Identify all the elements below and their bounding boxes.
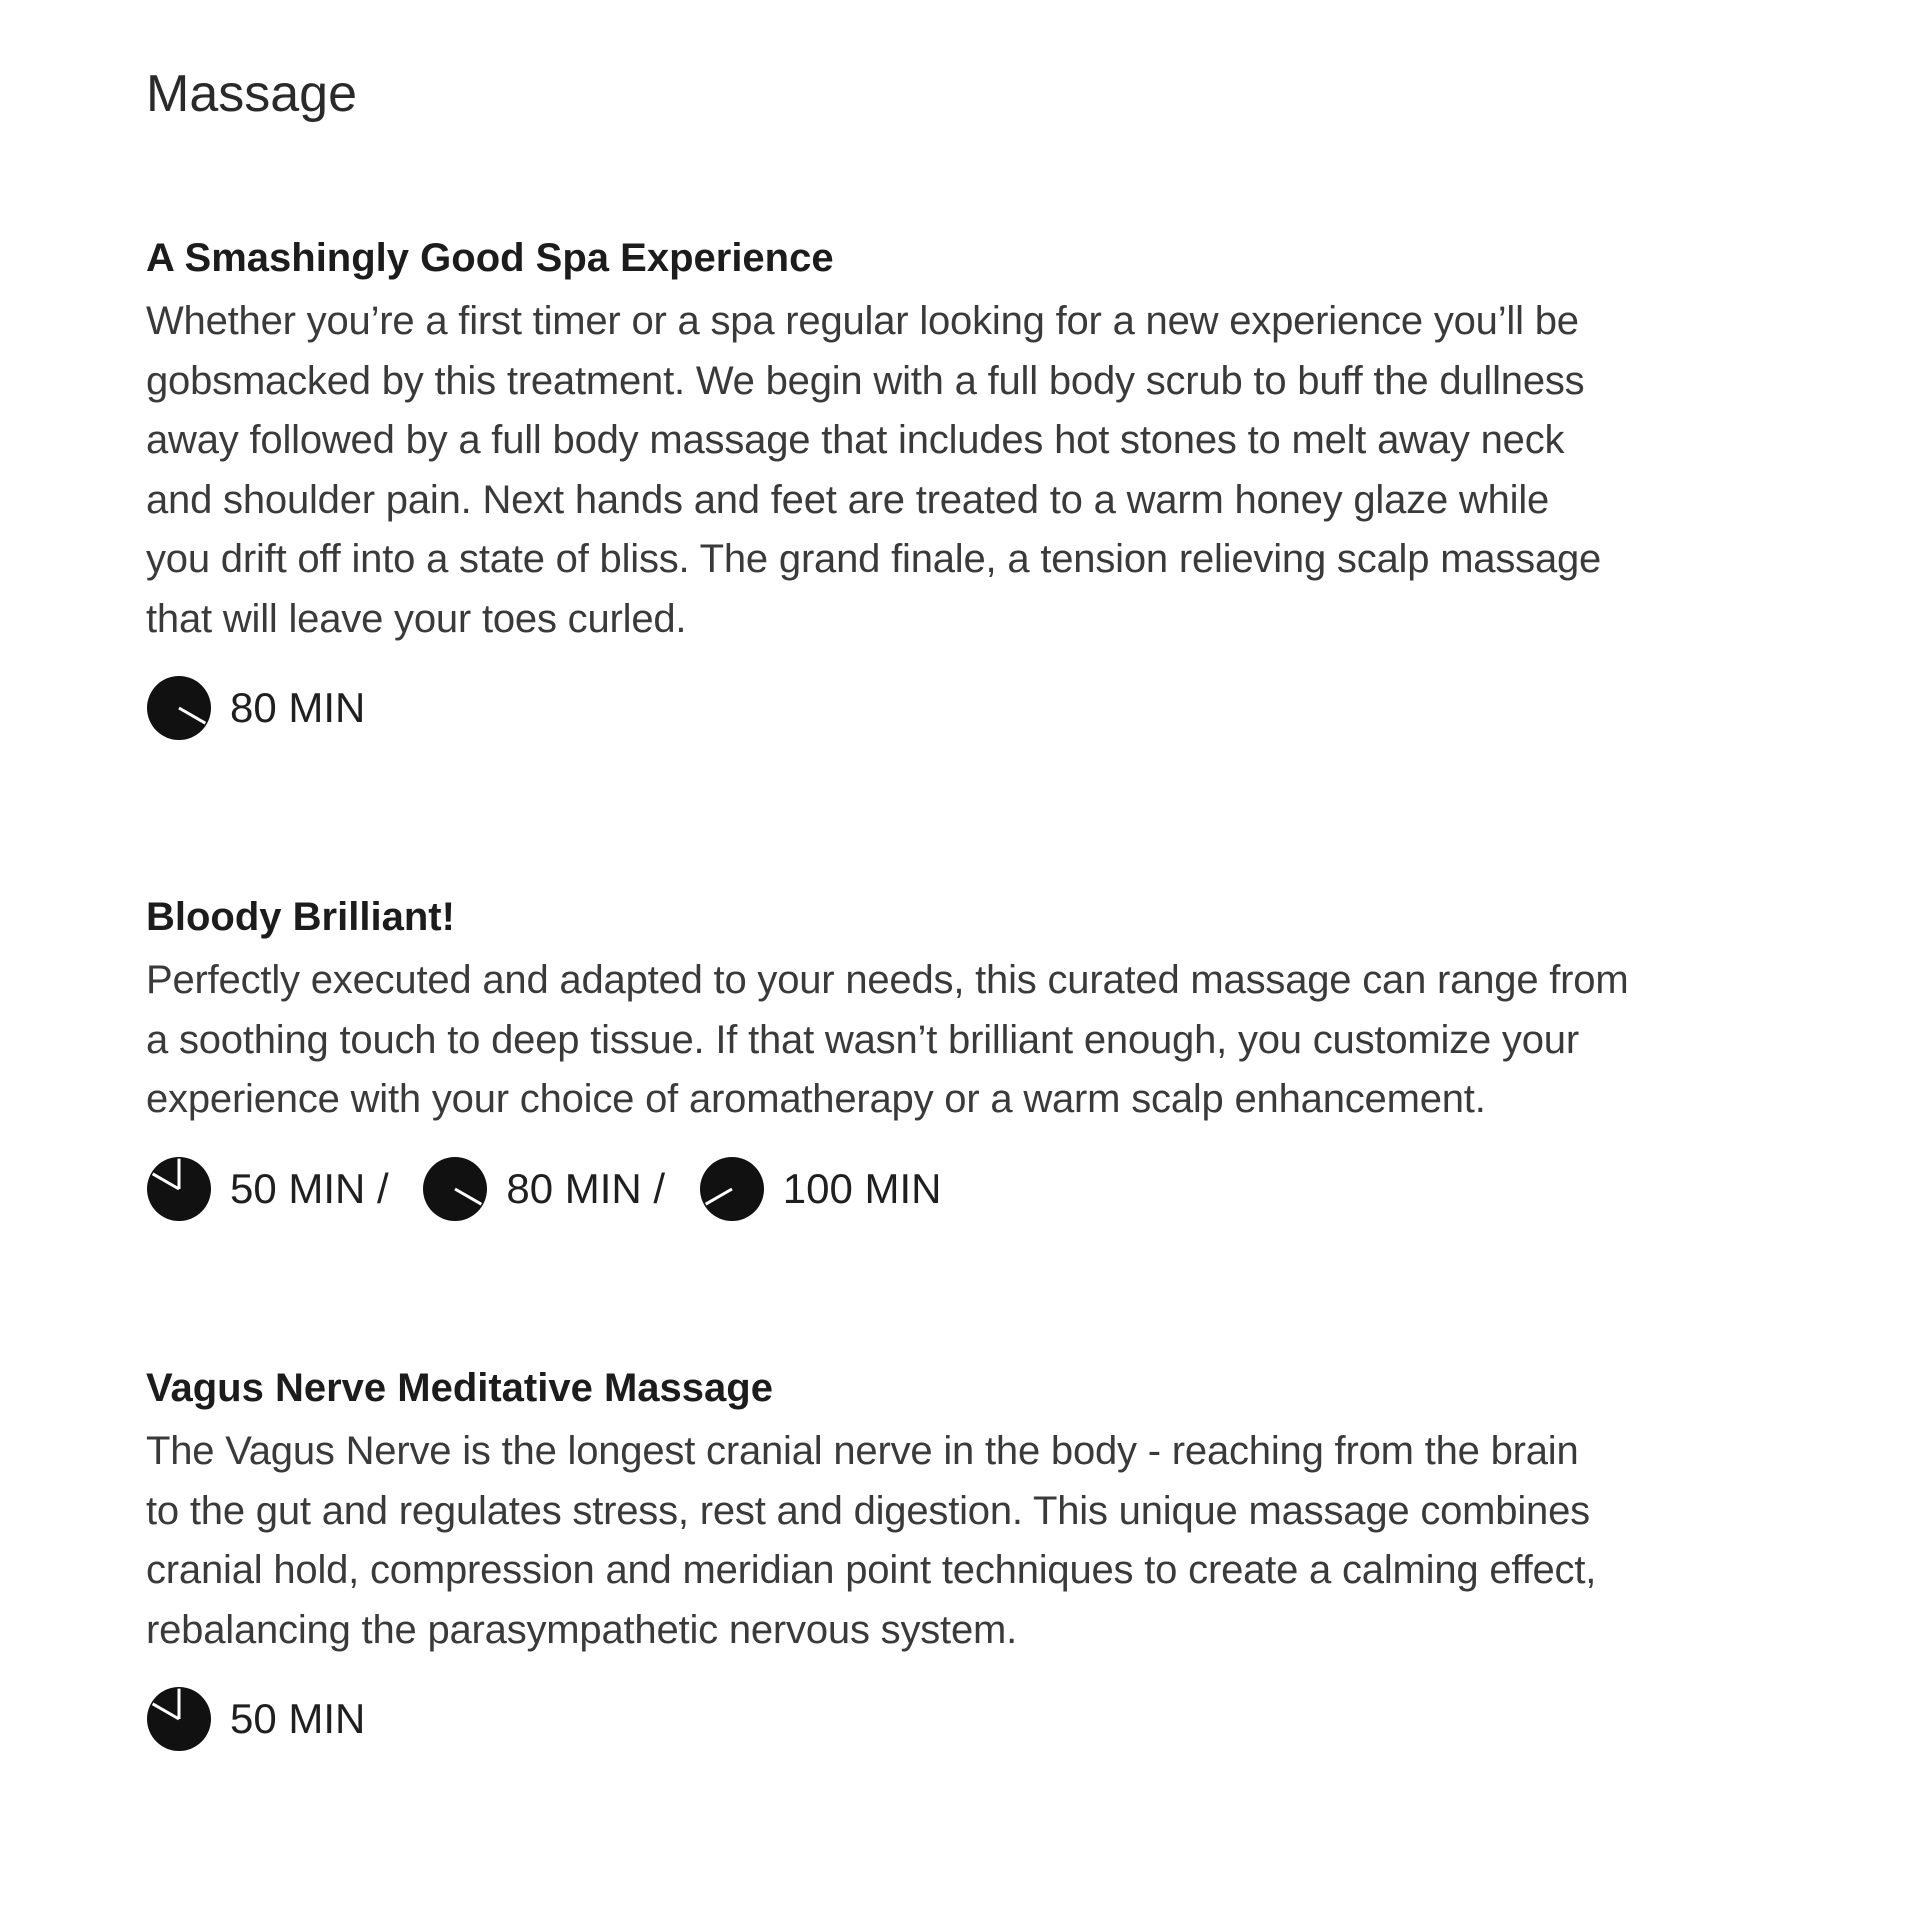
duration-options <box>146 1686 1806 1752</box>
duration-label: 50 MIN <box>230 1695 366 1742</box>
treatment-description <box>146 951 1806 1130</box>
treatment-bloody-brilliant <box>146 891 1806 1222</box>
clock-100-icon <box>699 1156 765 1222</box>
description-line: The Vagus Nerve is the longest cranial nerve in the body - reaching from the brain <box>146 1429 1579 1473</box>
duration-option <box>699 1156 942 1222</box>
description-line: gobsmacked by this treatment. We begin with a full body scrub to buff the dullness <box>146 358 1585 403</box>
description-line: you drift off into a state of bliss. The grand finale, a tension relieving scalp massage <box>146 537 1602 581</box>
duration-option <box>146 1156 365 1222</box>
description-line: that will leave your toes curled. <box>146 596 687 641</box>
duration-separator: / <box>641 1164 677 1212</box>
treatment-description <box>146 1422 1806 1660</box>
description-line: and shoulder pain. Next hands and feet are treated to a warm honey glaze while <box>146 477 1550 522</box>
treatment-title: Bloody Brilliant! <box>146 895 455 939</box>
clock-50-icon <box>146 1156 212 1222</box>
duration-label: 80 MIN <box>506 1164 642 1212</box>
treatment-title: A Smashingly Good Spa Experience <box>146 236 834 280</box>
description-line: to the gut and regulates stress, rest and digestion. This unique massage combines <box>146 1488 1590 1533</box>
description-line: cranial hold, compression and meridian point techniques to create a calming effect, <box>146 1548 1597 1592</box>
description-line: experience with your choice of aromatherapy or a warm scalp enhancement. <box>146 1077 1486 1121</box>
duration-option <box>146 675 365 741</box>
clock-80-icon <box>422 1156 488 1222</box>
duration-separator: / <box>365 1164 401 1212</box>
clock-50-icon <box>146 1686 212 1752</box>
description-line: Perfectly executed and adapted to your needs, this curated massage can range from <box>146 958 1629 1002</box>
duration-label: 80 MIN <box>230 684 366 731</box>
duration-label: 50 MIN <box>230 1164 366 1212</box>
treatment-description <box>146 292 1806 649</box>
treatment-vagus-nerve-meditative-massage <box>146 1362 1806 1752</box>
duration-option <box>146 1686 365 1752</box>
treatment-title: Vagus Nerve Meditative Massage <box>146 1366 773 1410</box>
duration-option <box>422 1156 641 1222</box>
description-line: a soothing touch to deep tissue. If that wasn’t brilliant enough, you customize your <box>146 1017 1579 1062</box>
clock-80-icon <box>146 675 212 741</box>
page-title: Massage <box>146 65 357 123</box>
treatment-smashingly-good-spa-experience <box>146 232 1806 741</box>
duration-label: 100 MIN <box>782 1164 942 1212</box>
description-line: away followed by a full body massage that includes hot stones to melt away neck <box>146 418 1565 462</box>
description-line: rebalancing the parasympathetic nervous system. <box>146 1607 1018 1652</box>
duration-options <box>146 675 1806 741</box>
description-line: Whether you’re a first timer or a spa regular looking for a new experience you’ll be <box>146 299 1579 343</box>
duration-options <box>146 1156 1806 1222</box>
